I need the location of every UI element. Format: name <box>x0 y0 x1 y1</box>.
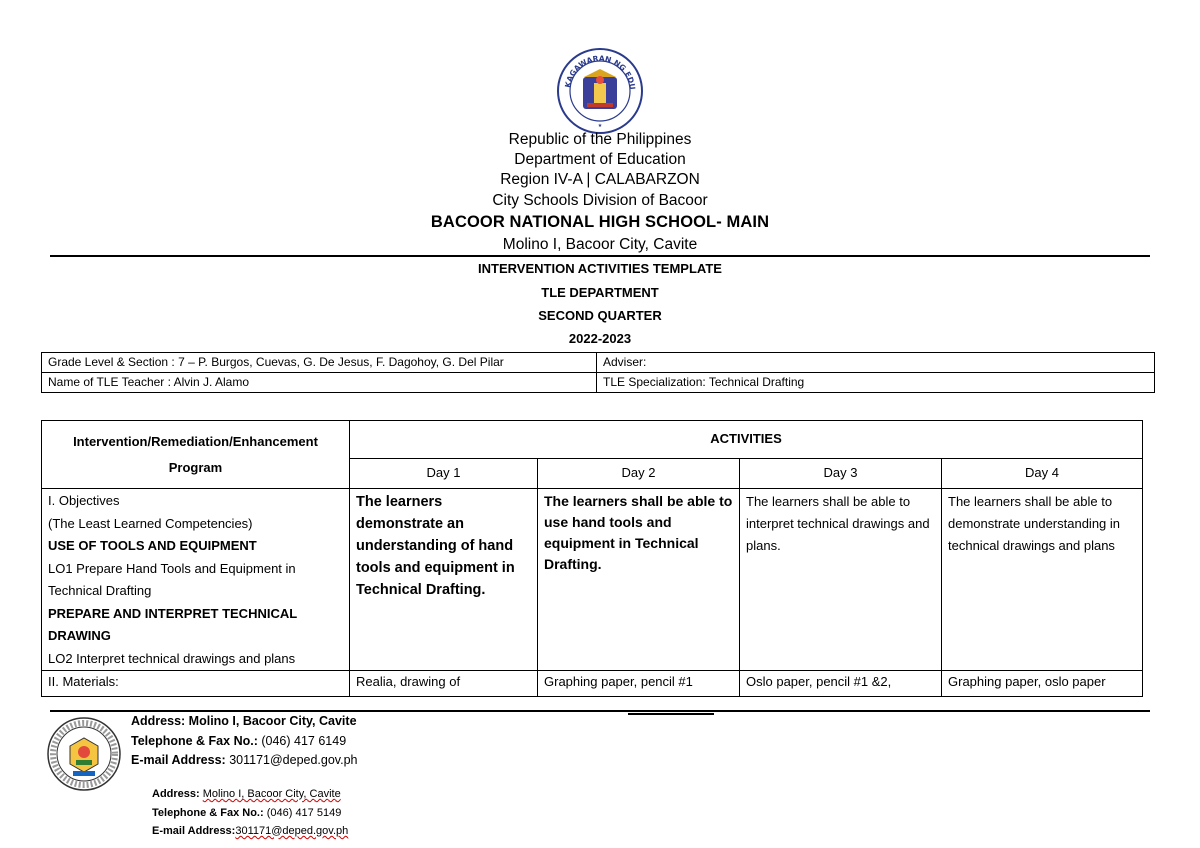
footer-address-label: Address: <box>131 714 186 728</box>
objective-day-4: The learners shall be able to demonstrate understanding in technical drawings and plans <box>942 489 1143 671</box>
objectives-cell <box>42 489 350 671</box>
objectives-subheading: (The Least Learned Competencies) <box>48 515 253 531</box>
program-label: Intervention/Remediation/Enhancement Program <box>42 421 350 489</box>
materials-day-2: Graphing paper, pencil #1 <box>538 671 740 697</box>
materials-day-1: Realia, drawing of <box>350 671 538 697</box>
footer2-address-label: Address: <box>152 788 200 800</box>
footer2-tel-label: Telephone & Fax No.: <box>152 806 264 819</box>
footer2-email-value: 301171@deped.gov.ph <box>235 825 349 837</box>
lo2: LO2 Interpret technical drawings and plans <box>48 650 296 666</box>
division-line: City Schools Division of Bacoor <box>492 192 708 209</box>
footer2-tel-value: (046) 417 5149 <box>266 806 342 819</box>
info-table <box>41 352 1155 393</box>
activities-table <box>41 420 1143 697</box>
deped-seal <box>556 47 644 135</box>
footer-email-value: 301171@deped.gov.ph <box>229 753 358 767</box>
lo1: LO1 Prepare Hand Tools and Equipment in Technical Drafting <box>48 560 296 598</box>
activities-header: ACTIVITIES <box>350 421 1143 459</box>
adviser: Adviser: <box>597 353 1155 373</box>
region-line: Region IV-A | CALABARZON <box>500 171 700 188</box>
footer-contact <box>131 712 358 771</box>
footer-tel-label: Telephone & Fax No.: <box>131 733 258 748</box>
specialization: TLE Specialization: Technical Drafting <box>597 373 1155 393</box>
footer-short-rule <box>628 713 714 715</box>
school-address: Molino I, Bacoor City, Cavite <box>502 236 698 253</box>
day-1-header: Day 1 <box>350 459 538 489</box>
objective-day-1: The learners demonstrate an understanding of hand tools and equipment in Technical Drafting. <box>350 489 538 671</box>
day-2-header: Day 2 <box>538 459 740 489</box>
day-3-header: Day 3 <box>740 459 942 489</box>
svg-text:★: ★ <box>597 123 603 129</box>
grade-section: Grade Level & Section : 7 – P. Burgos, Cuevas, G. De Jesus, F. Dagohoy, G. Del Pilar <box>42 353 597 373</box>
teacher-name: Name of TLE Teacher : Alvin J. Alamo <box>42 373 597 393</box>
footer-address-value: Molino I, Bacoor City, Cavite <box>188 714 357 728</box>
materials-day-3: Oslo paper, pencil #1 &2, <box>740 671 942 697</box>
footer-contact-secondary <box>152 785 348 841</box>
header-divider <box>50 255 1150 257</box>
objectives-heading: I. Objectives <box>48 493 120 508</box>
competency-2: PREPARE AND INTERPRET TECHNICAL DRAWING <box>48 605 297 643</box>
footer-tel-value: (046) 417 6149 <box>261 733 347 748</box>
competency-1: USE OF TOOLS AND EQUIPMENT <box>48 538 257 553</box>
department-line: Department of Education <box>514 151 686 168</box>
country-line: Republic of the Philippines <box>508 131 692 148</box>
objective-day-3: The learners shall be able to interpret technical drawings and plans. <box>740 489 942 671</box>
day-4-header: Day 4 <box>942 459 1143 489</box>
footer2-address-value: Molino I, Bacoor City, Cavite <box>202 788 341 800</box>
objective-day-2: The learners shall be able to use hand tools and equipment in Technical Drafting. <box>538 489 740 671</box>
materials-day-4: Graphing paper, oslo paper <box>942 671 1143 697</box>
materials-label: II. Materials: <box>42 671 350 697</box>
school-year: 2022-2023 <box>568 331 632 346</box>
footer-email-label: E-mail Address: <box>131 753 226 767</box>
school-logo <box>46 716 122 792</box>
school-name: BACOOR NATIONAL HIGH SCHOOL- MAIN <box>430 213 770 231</box>
quarter-title: SECOND QUARTER <box>538 308 662 323</box>
footer2-email-label: E-mail Address: <box>152 825 236 837</box>
seal-text: KAGAWARAN NG EDU <box>563 53 638 91</box>
template-title: INTERVENTION ACTIVITIES TEMPLATE <box>478 261 722 276</box>
department-title: TLE DEPARTMENT <box>541 285 659 300</box>
